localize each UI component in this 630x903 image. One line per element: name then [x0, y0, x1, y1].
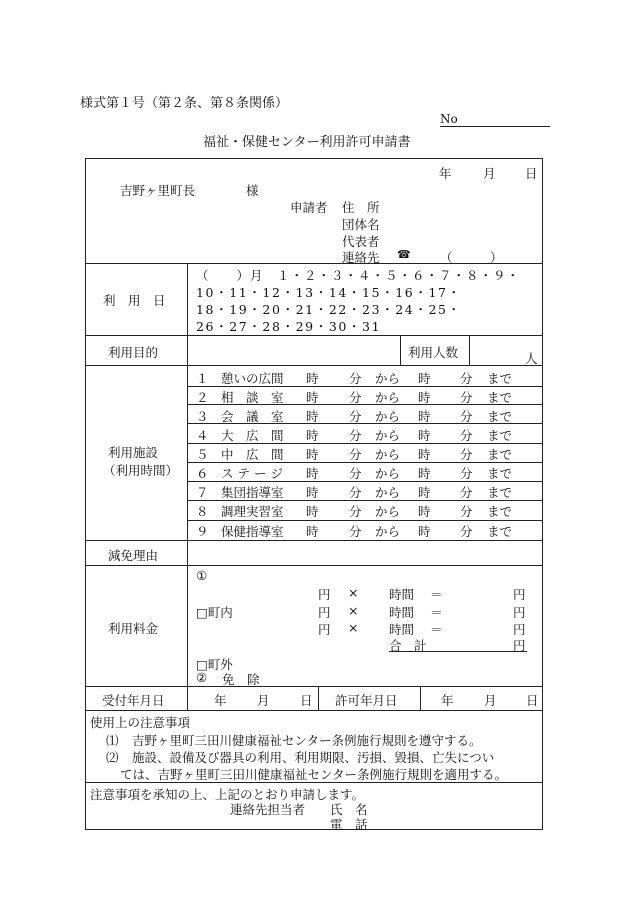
times-label: ×	[348, 620, 359, 635]
time-until: まで	[487, 466, 513, 481]
time-hour-1: 時	[306, 371, 319, 386]
note-1: 吉野ヶ里町三田川健康福祉センター条例施行規則を遵守する。	[132, 733, 482, 748]
receipt-year: 年	[214, 693, 227, 708]
use-date-line-4[interactable]: 26・27・28・29・30・31	[196, 319, 382, 334]
time-min-1: 分	[349, 466, 362, 481]
hours-label: 時間	[389, 587, 415, 602]
time-from-1: から	[375, 466, 401, 481]
yen-result: 円	[513, 605, 526, 620]
date-day: 日	[525, 166, 538, 181]
time-min-1: 分	[349, 371, 362, 386]
purpose-label: 利用目的	[108, 345, 159, 360]
time-min-1: 分	[349, 428, 362, 443]
times-label: ×	[348, 585, 359, 600]
form-title: 福祉・保健センター利用許可申請書	[203, 135, 411, 150]
fee-option-2: ②	[196, 670, 208, 685]
note-2-mark: ⑵	[106, 750, 119, 765]
equals-label: ＝	[430, 605, 443, 620]
fee-option-1: ①	[196, 568, 208, 583]
yen-label: 円	[318, 622, 331, 637]
facilities-label: 利用施設	[108, 445, 159, 460]
time-hour-1: 時	[306, 390, 319, 405]
time-min-2: 分	[460, 466, 473, 481]
time-from-1: から	[375, 428, 401, 443]
time-from-1: から	[375, 447, 401, 462]
facility-row[interactable]: ６ ス テ ー ジ	[196, 466, 283, 481]
people-label: 利用人数	[408, 345, 459, 360]
permit-day: 日	[526, 693, 539, 708]
time-min-2: 分	[460, 390, 473, 405]
time-until: まで	[487, 390, 513, 405]
time-from-1: から	[375, 371, 401, 386]
time-until: まで	[487, 428, 513, 443]
time-min-1: 分	[349, 447, 362, 462]
addressee-honorific: 様	[246, 183, 259, 198]
time-hour-1: 時	[306, 409, 319, 424]
time-hour-2: 時	[418, 428, 431, 443]
time-until: まで	[487, 409, 513, 424]
time-hour-1: 時	[306, 504, 319, 519]
fee-label: 利用料金	[108, 621, 159, 636]
time-min-2: 分	[460, 485, 473, 500]
in-town-checkbox[interactable]: □町内	[196, 605, 233, 620]
permit-date-label: 許可年月日	[335, 693, 398, 708]
permit-year: 年	[441, 693, 454, 708]
time-min-2: 分	[460, 409, 473, 424]
out-town-checkbox[interactable]: □町外	[196, 657, 233, 672]
receipt-day: 日	[300, 693, 313, 708]
no-label: No	[440, 112, 458, 126]
times-label: ×	[348, 603, 359, 618]
facility-row[interactable]: ５ 中 広 間	[196, 447, 284, 462]
org-field[interactable]	[395, 215, 535, 230]
rep-label: 代表者	[342, 234, 380, 249]
time-hour-1: 時	[306, 524, 319, 539]
facility-row[interactable]: １ 憩いの広間	[196, 371, 284, 386]
facility-row[interactable]: ２ 相 談 室	[196, 390, 284, 405]
time-until: まで	[487, 504, 513, 519]
time-hour-2: 時	[418, 409, 431, 424]
notes-heading: 使用上の注意事項	[90, 715, 191, 730]
time-from-1: から	[375, 524, 401, 539]
time-hour-2: 時	[418, 466, 431, 481]
yen-label: 円	[318, 587, 331, 602]
use-date-line-3[interactable]: 18・19・20・21・22・23・24・25・	[196, 302, 462, 317]
time-min-1: 分	[349, 485, 362, 500]
time-min-2: 分	[460, 447, 473, 462]
people-field[interactable]	[472, 338, 522, 362]
time-until: まで	[487, 485, 513, 500]
time-hour-2: 時	[418, 390, 431, 405]
no-field[interactable]	[440, 112, 550, 127]
exempt-label: 免 除	[222, 672, 260, 687]
facility-row[interactable]: ４ 大 広 間	[196, 428, 284, 443]
time-from-1: から	[375, 504, 401, 519]
time-until: まで	[487, 447, 513, 462]
contact-name-label: 氏 名	[330, 802, 368, 817]
yen-result: 円	[513, 622, 526, 637]
people-unit: 人	[525, 351, 538, 366]
use-date-line-2[interactable]: 10・11・12・13・14・15・16・17・	[196, 285, 462, 300]
use-date-line-1[interactable]: （ ）月 １・２・３・４・５・６・７・８・９・	[196, 268, 521, 283]
applicant-label: 申請者	[290, 200, 328, 215]
rep-field[interactable]	[395, 232, 535, 247]
date-year: 年	[439, 166, 452, 181]
contact-person-label: 連絡先担当者	[230, 802, 306, 817]
time-until: まで	[487, 371, 513, 386]
time-min-2: 分	[460, 524, 473, 539]
time-hour-2: 時	[418, 447, 431, 462]
time-from-1: から	[375, 390, 401, 405]
yen-label: 円	[318, 605, 331, 620]
phone-paren: （ ）	[440, 250, 503, 265]
yen-result: 円	[513, 587, 526, 602]
address-field[interactable]	[395, 198, 535, 213]
receipt-month: 月	[257, 693, 270, 708]
permit-month: 月	[484, 693, 497, 708]
facility-row[interactable]: ８ 調理実習室	[196, 504, 284, 519]
time-hour-1: 時	[306, 447, 319, 462]
time-min-1: 分	[349, 504, 362, 519]
time-hour-2: 時	[418, 524, 431, 539]
hours-label: 時間	[389, 622, 415, 637]
total-label: 合 計	[389, 638, 427, 653]
time-min-1: 分	[349, 390, 362, 405]
time-hour-2: 時	[418, 504, 431, 519]
time-min-1: 分	[349, 524, 362, 539]
time-min-2: 分	[460, 504, 473, 519]
total-yen: 円	[513, 638, 526, 653]
time-min-1: 分	[349, 409, 362, 424]
time-hour-2: 時	[418, 485, 431, 500]
note-2b: ては、吉野ヶ里町三田川健康福祉センター条例施行規則を適用する。	[120, 767, 508, 782]
time-from-1: から	[375, 409, 401, 424]
equals-label: ＝	[430, 587, 443, 602]
time-min-2: 分	[460, 428, 473, 443]
receipt-date-label: 受付年月日	[102, 693, 165, 708]
facility-row[interactable]: ７ 集団指導室	[196, 485, 284, 500]
addressee-name: 吉野ヶ里町長	[120, 183, 196, 198]
exemption-reason-label: 減免理由	[108, 548, 159, 563]
exemption-reason-field[interactable]	[190, 543, 540, 563]
purpose-field[interactable]	[190, 338, 396, 362]
contact-tel-label: 電 話	[330, 817, 368, 832]
time-hour-1: 時	[306, 485, 319, 500]
facility-row[interactable]: ９ 保健指導室	[196, 524, 284, 539]
telephone-icon: ☎	[397, 248, 411, 261]
note-1-mark: ⑴	[106, 733, 119, 748]
org-label: 団体名	[342, 217, 380, 232]
facility-row[interactable]: ３ 会 議 室	[196, 409, 284, 424]
address-label: 住 所	[342, 200, 380, 215]
contact-label: 連絡先	[342, 250, 380, 265]
time-hour-2: 時	[418, 371, 431, 386]
date-month: 月	[483, 166, 496, 181]
time-min-2: 分	[460, 371, 473, 386]
time-hour-1: 時	[306, 428, 319, 443]
time-from-1: から	[375, 485, 401, 500]
note-2a: 施設、設備及び器具の利用、利用期限、汚損、毀損、亡失につい	[132, 750, 495, 765]
time-hour-1: 時	[306, 466, 319, 481]
facilities-sublabel: （利用時間）	[103, 463, 179, 478]
time-until: まで	[487, 524, 513, 539]
hours-label: 時間	[389, 605, 415, 620]
use-date-label: 利 用 日	[103, 293, 166, 308]
agreement-text: 注意事項を承知の上、上記のとおり申請します。	[90, 787, 365, 802]
form-number: 様式第１号（第２条、第８条関係）	[80, 96, 289, 111]
equals-label: ＝	[430, 622, 443, 637]
